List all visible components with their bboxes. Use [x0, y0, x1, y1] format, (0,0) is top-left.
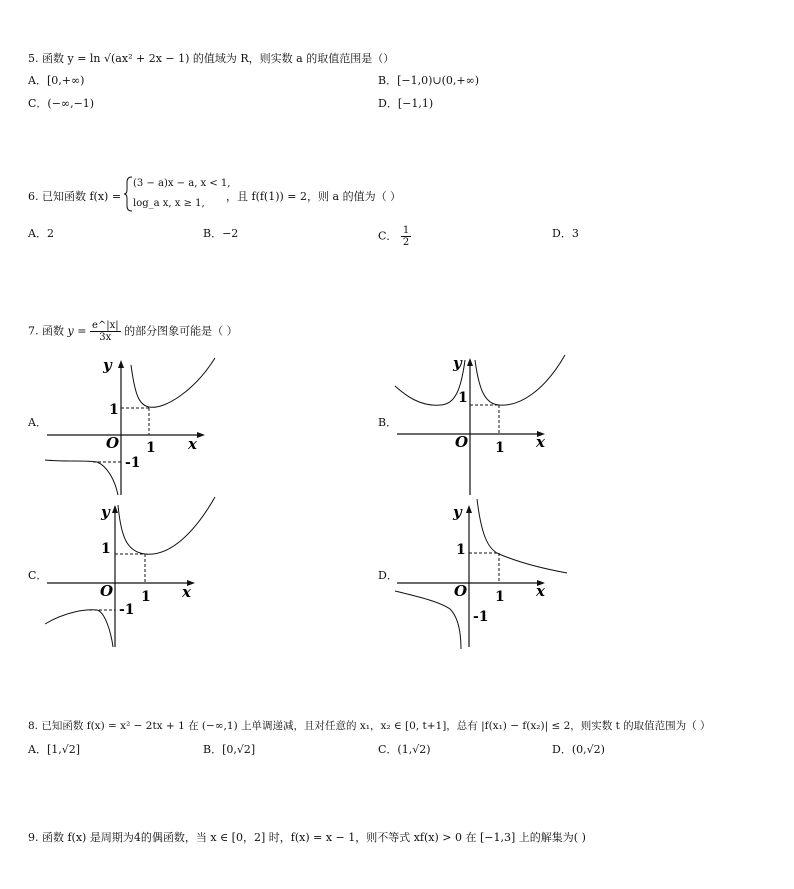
q7-option-a-label[interactable]: A． — [28, 416, 47, 429]
curve-left — [45, 610, 113, 647]
y-label: y — [103, 356, 112, 374]
label-one-x: 1 — [495, 440, 505, 456]
question-6-stem-prefix: 6. 已知函数 f(x) = — [28, 190, 122, 203]
y-axis-arrow-icon — [467, 358, 473, 366]
question-9-stem: 9. 函数 f(x) 是周期为4的偶函数，当 x ∈ [0，2] 时，f(x) = x − 1，则不等式 xf(x) > 0 在 [−1,3] 上的解集为( ) — [28, 831, 586, 844]
q5-option-a[interactable]: A．[0,+∞) — [28, 74, 85, 87]
label-neg-one: -1 — [119, 602, 135, 618]
q6-frac-num: 1 — [402, 225, 410, 236]
q6-option-c-fraction — [401, 225, 411, 248]
y-label: y — [453, 503, 462, 521]
question-7-stem — [28, 320, 238, 343]
curve-left — [45, 460, 118, 495]
q5-option-d[interactable]: D．[−1,1) — [378, 97, 434, 110]
q8-option-a[interactable]: A．[1,√2] — [28, 743, 81, 756]
curve-left — [395, 591, 461, 649]
q6-option-d[interactable]: D．3 — [552, 227, 579, 240]
origin-label: O — [454, 582, 468, 600]
q8-option-b[interactable]: B．[0,√2] — [203, 743, 256, 756]
y-label: y — [453, 354, 462, 372]
origin-label: O — [100, 582, 114, 600]
question-6-stem-suffix: ，且 f(f(1)) = 2，则 a 的值为（ ） — [226, 190, 402, 203]
x-label: x — [536, 582, 545, 600]
curve-right — [477, 499, 567, 573]
x-label: x — [188, 435, 197, 453]
q7-stem-prefix: 7. 函数 — [28, 324, 64, 338]
label-one-y: 1 — [458, 390, 468, 406]
x-axis-arrow-icon — [197, 432, 205, 438]
label-one-x: 1 — [146, 440, 156, 456]
q5-option-b[interactable]: B．[−1,0)∪(0,+∞) — [378, 74, 480, 87]
q7-fraction — [90, 320, 121, 343]
q7-graph-a[interactable] — [45, 350, 220, 500]
origin-label: O — [455, 433, 469, 451]
curve-right — [475, 355, 565, 405]
q6-option-c[interactable] — [378, 225, 411, 248]
q7-option-c-label[interactable]: C． — [28, 569, 48, 582]
q6-frac-den: 2 — [402, 237, 410, 248]
y-axis-arrow-icon — [112, 505, 118, 513]
label-one-y: 1 — [109, 402, 119, 418]
label-one-y: 1 — [456, 542, 466, 558]
y-label: y — [101, 503, 110, 521]
label-neg-one: -1 — [473, 609, 489, 625]
x-label: x — [536, 433, 545, 451]
y-axis-arrow-icon — [118, 360, 124, 368]
q7-graph-d[interactable] — [395, 497, 570, 652]
q7-y-label: y = — [67, 324, 87, 338]
q7-option-d-label[interactable]: D． — [378, 569, 398, 582]
q6-piece-2: log_a x, x ≥ 1, — [133, 198, 205, 209]
origin-label: O — [106, 434, 120, 452]
label-one-y: 1 — [101, 541, 111, 557]
curve-right — [131, 358, 215, 407]
q7-option-b-label[interactable]: B． — [378, 416, 398, 429]
curve-right — [118, 497, 215, 554]
x-label: x — [182, 583, 191, 601]
q7-graph-b[interactable] — [395, 350, 570, 500]
label-one-x: 1 — [495, 589, 505, 605]
q6-piece-1: (3 − a)x − a, x < 1, — [133, 178, 231, 189]
q6-option-a[interactable]: A．2 — [28, 227, 54, 240]
q7-graph-c[interactable] — [45, 497, 220, 652]
q7-stem-suffix: 的部分图象可能是（ ） — [124, 324, 238, 338]
label-neg-one: -1 — [125, 455, 141, 471]
y-axis-arrow-icon — [466, 505, 472, 513]
q7-frac-den: 3x — [99, 332, 112, 343]
question-8-stem: 8. 已知函数 f(x) = x² − 2tx + 1 在 (−∞,1) 上单调递减，且对任意的 x₁，x₂ ∈ [0, t+1]，总有 |f(x₁) − f(x₂)| ≤ 2，则实数 t 的取值范围为（ ） — [28, 720, 711, 732]
q5-option-c[interactable]: C．(−∞,−1) — [28, 97, 95, 110]
q8-option-c[interactable]: C．(1,√2) — [378, 743, 431, 756]
q7-frac-num: e^|x| — [91, 320, 119, 331]
q6-option-c-label: C． — [378, 229, 398, 243]
q8-option-d[interactable]: D．(0,√2) — [552, 743, 605, 756]
question-5-stem: 5. 函数 y = ln √(ax² + 2x − 1) 的值域为 R，则实数 a 的取值范围是（） — [28, 52, 395, 65]
label-one-x: 1 — [141, 589, 151, 605]
q6-option-b[interactable]: B．−2 — [203, 227, 239, 240]
